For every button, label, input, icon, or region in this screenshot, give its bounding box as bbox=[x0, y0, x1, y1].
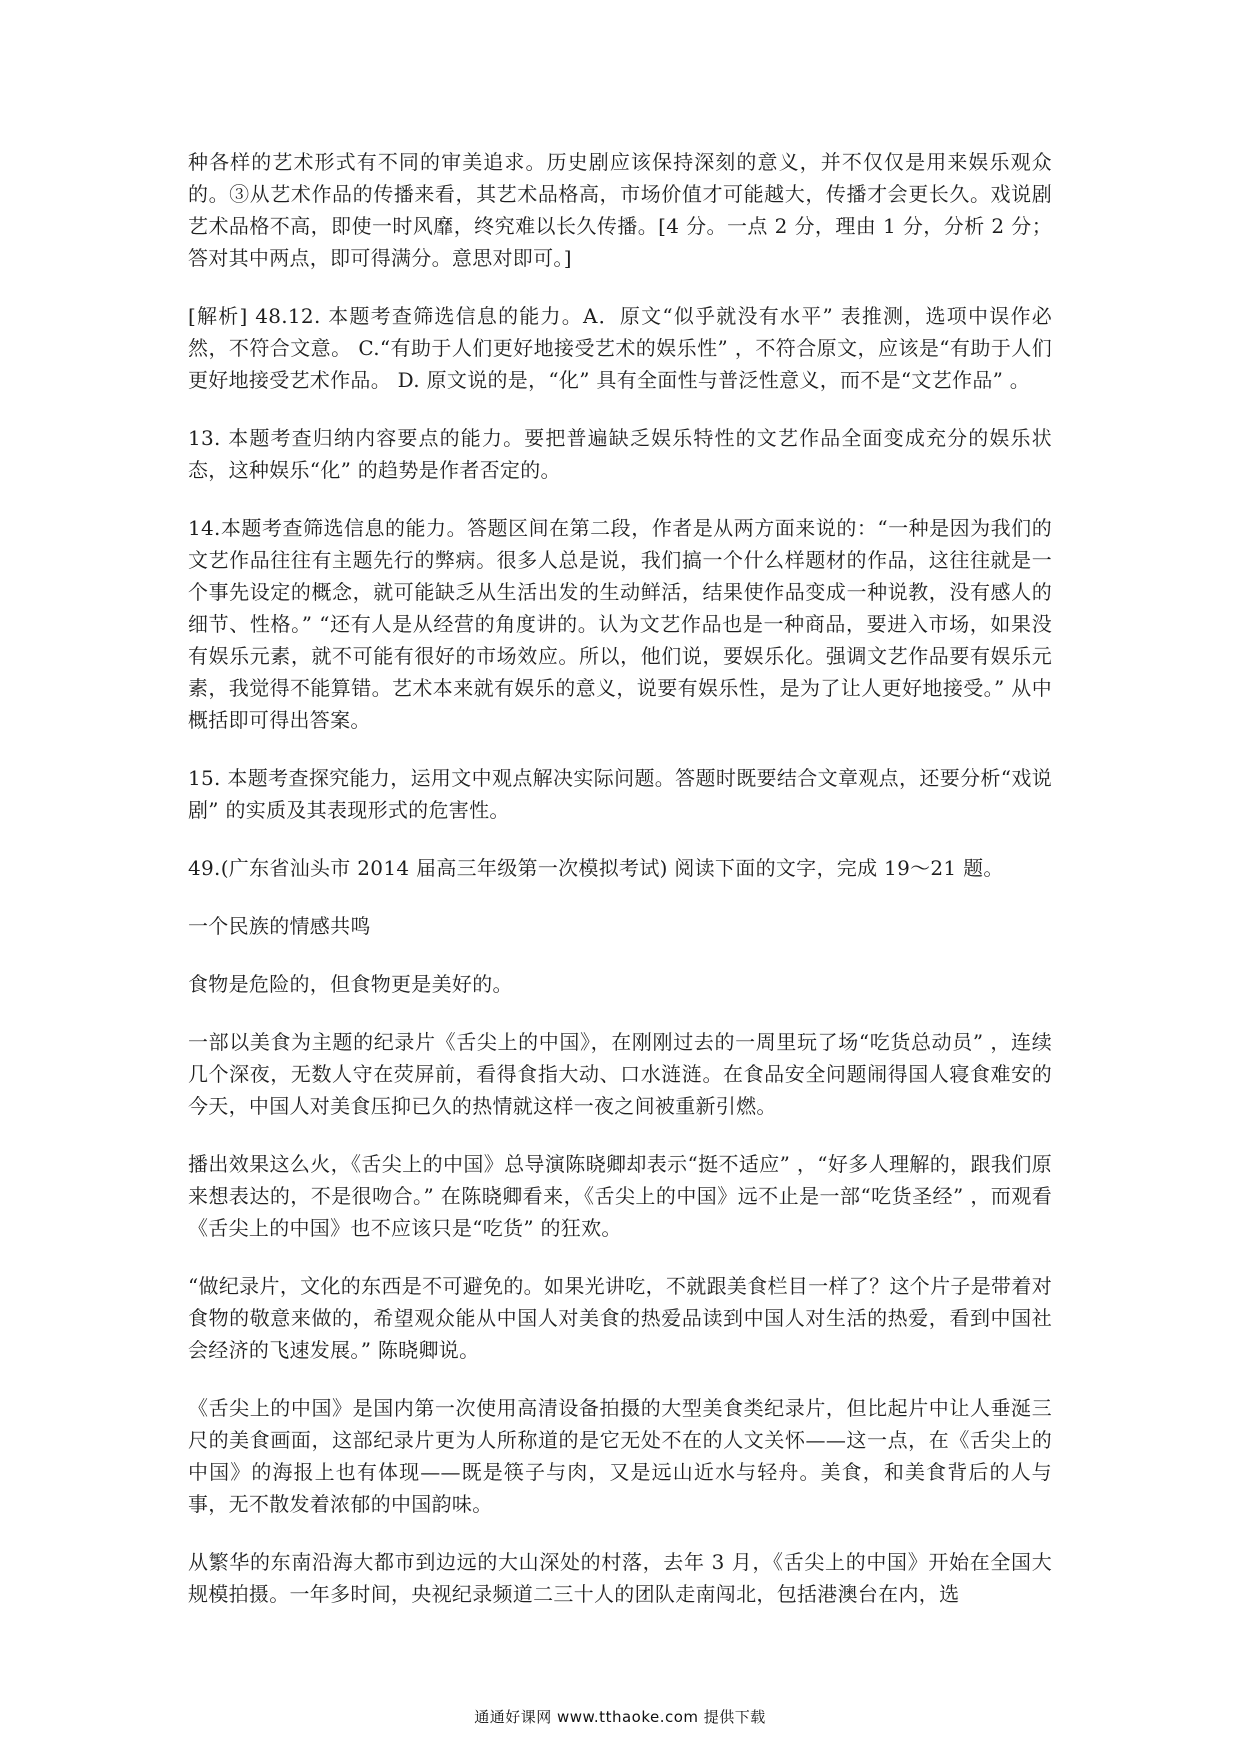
article-paragraph: “做纪录片，文化的东西是不可避免的。如果光讲吃，不就跟美食栏目一样了？这个片子是带着对食物的敬意来做的，希望观众能从中国人对美食的热爱品读到中国人对生活的热爱，看到中国社会经济的飞速发展。” 陈晓卿说。 bbox=[188, 1274, 1052, 1362]
paragraph-continuation: 种各样的艺术形式有不同的审美追求。历史剧应该保持深刻的意义，并不仅仅是用来娱乐观众的。③从艺术作品的传播来看，其艺术品格高，市场价值才可能越大，传播才会更长久。戏说剧艺术品格不高，即使一时风靡，终究难以长久传播。[4 分。一点 2 分，理由 1 分，分析 2 分；答对其中两点，即可得满分。意思对即可。] bbox=[188, 150, 1052, 270]
paragraph-analysis-15: 15. 本题考查探究能力，运用文中观点解决实际问题。答题时既要结合文章观点，还要分析“戏说剧” 的实质及其表现形式的危害性。 bbox=[188, 766, 1052, 822]
article-paragraph: 《舌尖上的中国》是国内第一次使用高清设备拍摄的大型美食类纪录片，但比起片中让人垂涎三尺的美食画面，这部纪录片更为人所称道的是它无处不在的人文关怀——这一点，在《舌尖上的中国》的海报上也有体现——既是筷子与肉，又是远山近水与轻舟。美食，和美食背后的人与事，无不散发着浓郁的中国韵味。 bbox=[188, 1396, 1052, 1516]
article-paragraph: 食物是危险的，但食物更是美好的。 bbox=[188, 972, 513, 996]
article-paragraph: 从繁华的东南沿海大都市到边远的大山深处的村落，去年 3 月，《舌尖上的中国》开始在全国大规模拍摄。一年多时间，央视纪录频道二三十人的团队走南闯北，包括港澳台在内，选 bbox=[188, 1550, 1052, 1606]
document-body bbox=[188, 146, 1052, 1636]
paragraph-analysis-48: [解析] 48.12. 本题考查筛选信息的能力。A．原文“似乎就没有水平” 表推测，选项中误作必然，不符合文意。 C.“有助于人们更好地接受艺术的娱乐性” ，不符合原文，应该是“有助于人们更好地接受艺术作品。 D. 原文说的是，“化” 具有全面性与普泛性意义，而不是“文艺作品” 。 bbox=[188, 304, 1052, 392]
question-49-heading: 49.(广东省汕头市 2014 届高三年级第一次模拟考试) 阅读下面的文字，完成 19～21 题。 bbox=[188, 856, 1004, 880]
article-paragraph: 一部以美食为主题的纪录片《舌尖上的中国》，在刚刚过去的一周里玩了场“吃货总动员” ，连续几个深夜，无数人守在荧屏前，看得食指大动、口水涟涟。在食品安全问题闹得国人寝食难安的今天，中国人对美食压抑已久的热情就这样一夜之间被重新引燃。 bbox=[188, 1030, 1052, 1118]
article-title: 一个民族的情感共鸣 bbox=[188, 914, 371, 938]
article-paragraph: 播出效果这么火，《舌尖上的中国》总导演陈晓卿却表示“挺不适应” ，“好多人理解的，跟我们原来想表达的，不是很吻合。” 在陈晓卿看来，《舌尖上的中国》远不止是一部“吃货圣经” ，而观看《舌尖上的中国》也不应该只是“吃货” 的狂欢。 bbox=[188, 1152, 1053, 1240]
page-footer: 通通好课网 www.tthaoke.com 提供下载 bbox=[474, 1708, 766, 1726]
paragraph-analysis-14: 14.本题考查筛选信息的能力。答题区间在第二段，作者是从两方面来说的：“一种是因为我们的文艺作品往往有主题先行的弊病。很多人总是说，我们搞一个什么样题材的作品，这往往就是一个事先设定的概念，就可能缺乏从生活出发的生动鲜活，结果使作品变成一种说教，没有感人的细节、性格。” “还有人是从经营的角度讲的。认为文艺作品也是一种商品，要进入市场，如果没有娱乐元素，就不可能有很好的市场效应。所以，他们说，要娱乐化。强调文艺作品要有娱乐元素，我觉得不能算错。艺术本来就有娱乐的意义，说要有娱乐性，是为了让人更好地接受。” 从中概括即可得出答案。 bbox=[188, 516, 1052, 732]
paragraph-analysis-13: 13. 本题考查归纳内容要点的能力。要把普遍缺乏娱乐特性的文艺作品全面变成充分的娱乐状态，这种娱乐“化” 的趋势是作者否定的。 bbox=[188, 426, 1052, 482]
